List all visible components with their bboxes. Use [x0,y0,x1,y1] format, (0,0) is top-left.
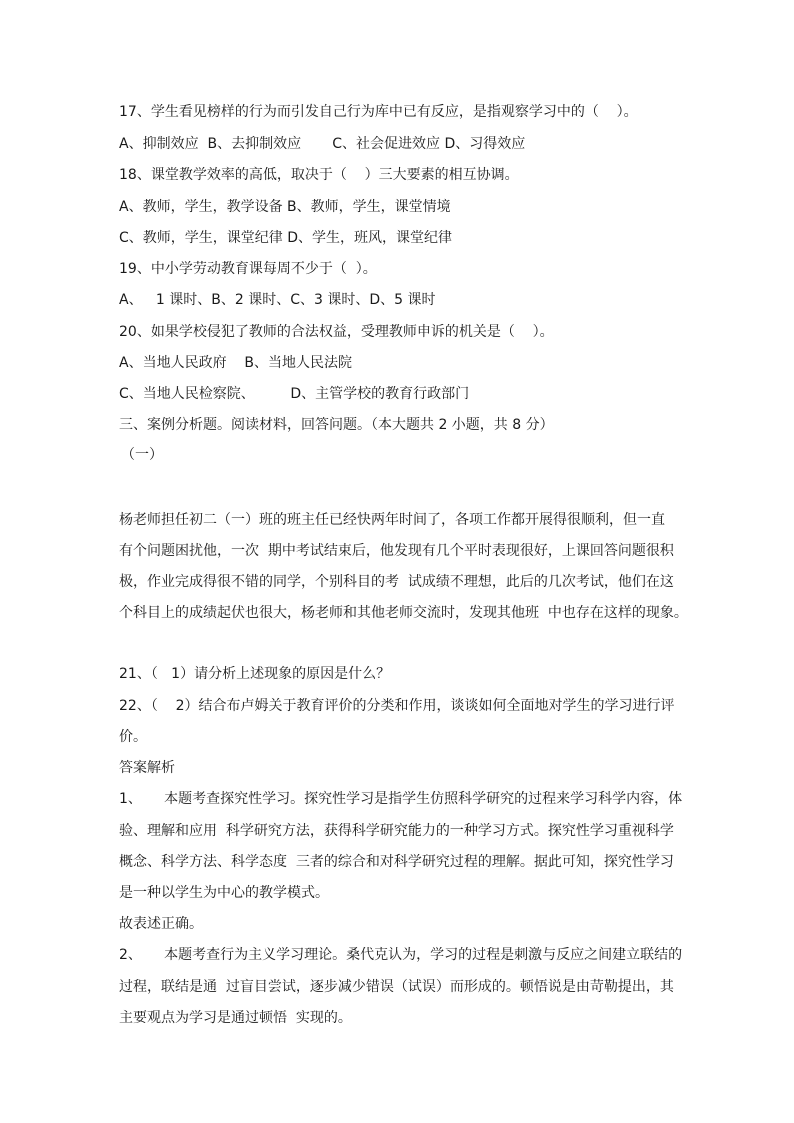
answer-1-conclusion: 故表述正确。 [119,916,203,932]
answer-2-line: 主要观点为学习是通过顿悟 实现的。 [119,1010,352,1026]
question-20-options-a-b: A、当地人民政府 B、当地人民法院 [119,355,352,371]
question-18: 18、课堂教学效率的高低，取决于（ ）三大要素的相互协调。 [119,167,519,183]
question-22-continued: 价。 [119,729,147,745]
question-19-options: A、 1 课时、B、2 课时、C、3 课时、D、5 课时 [119,292,436,308]
question-17: 17、学生看见榜样的行为而引发自己行为库中已有反应，是指观察学习中的（ ）。 [119,104,638,120]
answer-2-line: 过程，联结是通 过盲目尝试，逐步减少错误（试误）而形成的。顿悟说是由苛勒提出，其 [119,979,674,995]
section-heading: 三、案例分析题。阅读材料，回答问题。（本大题共 2 小题，共 8 分） [119,417,554,433]
question-20-options-c-d: C、当地人民检察院、 D、主管学校的教育行政部门 [119,386,470,402]
case-paragraph-line: 极，作业完成得很不错的同学，个别科目的考 试成绩不理想，此后的几次考试，他们在这 [119,574,674,590]
question-17-options: A、抑制效应 B、去抑制效应 C、社会促进效应 D、习得效应 [119,136,526,152]
case-paragraph-line: 杨老师担任初二（一）班的班主任已经快两年时间了，各项工作都开展得很顺利，但一直 [119,512,665,528]
case-number: （一） [121,447,163,463]
question-18-options-a-b: A、教师，学生，教学设备 B、教师，学生，课堂情境 [119,199,451,215]
case-paragraph-line: 有个问题困扰他，一次 期中考试结束后，他发现有几个平时表现很好，上课回答问题很积 [119,543,674,559]
answer-1-line: 是一种以学生为中心的教学模式。 [119,885,329,901]
question-22: 22、（ 2）结合布卢姆关于教育评价的分类和作用，谈谈如何全面地对学生的学习进行评 [119,698,675,714]
question-19: 19、中小学劳动教育课每周不少于（ ）。 [119,261,377,277]
answer-1-line: 概念、科学方法、科学态度 三者的综合和对科学研究过程的理解。据此可知，探究性学习 [119,854,674,870]
answer-2-line: 2、 本题考查行为主义学习理论。桑代克认为，学习的过程是刺激与反应之间建立联结的 [119,947,683,963]
answer-heading: 答案解析 [119,760,175,776]
answer-1-line: 验、理解和应用 科学研究方法，获得科学研究能力的一种学习方式。探究性学习重视科学 [119,823,674,839]
question-20: 20、如果学校侵犯了教师的合法权益，受理教师申诉的机关是（ ）。 [119,324,554,340]
question-21: 21、（ 1）请分析上述现象的原因是什么？ [119,666,391,682]
answer-1-line: 1、 本题考查探究性学习。探究性学习是指学生仿照科学研究的过程来学习科学内容，体 [119,791,683,807]
question-18-options-c-d: C、教师，学生，课堂纪律 D、学生，班风，课堂纪律 [119,230,453,246]
case-paragraph-line: 个科目上的成绩起伏也很大，杨老师和其他老师交流时，发现其他班 中也存在这样的现象。 [119,605,688,621]
